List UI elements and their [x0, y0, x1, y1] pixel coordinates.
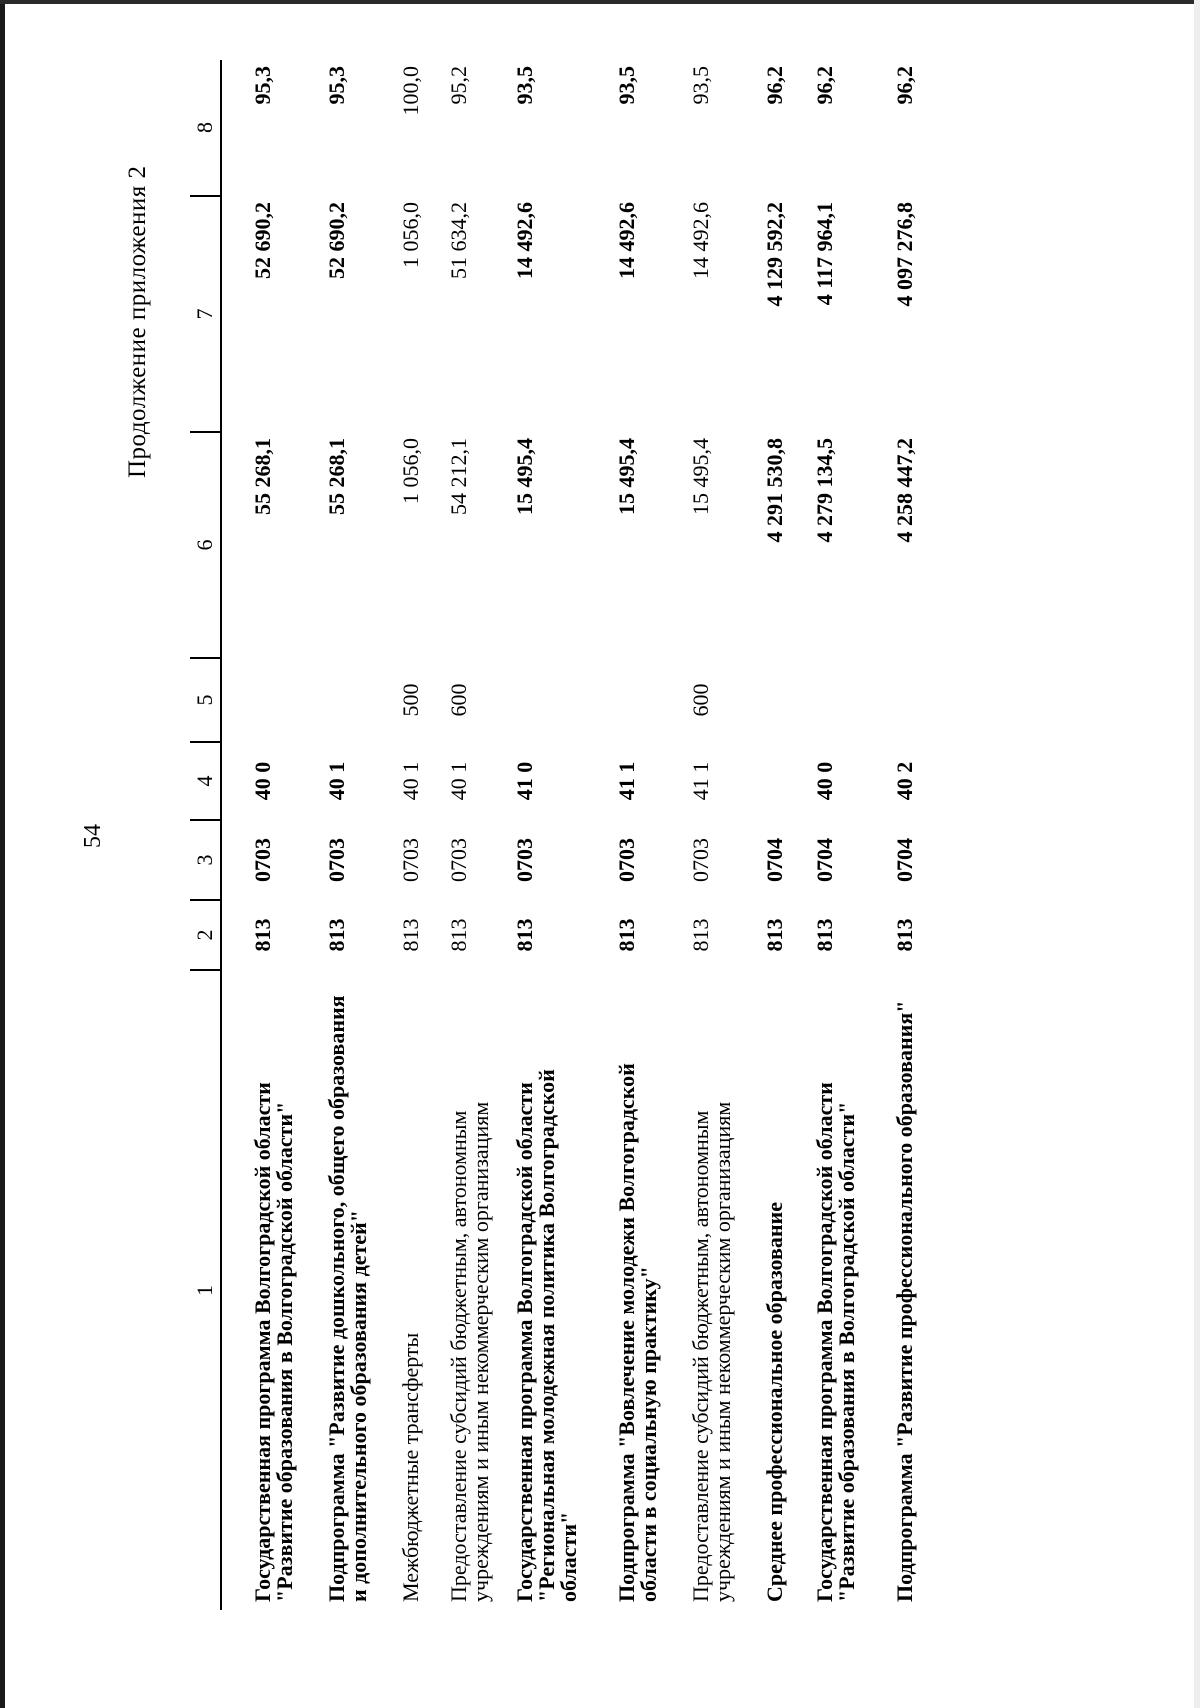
table-row [370, 60, 422, 1610]
cell-col-8: 95,3 [250, 66, 275, 105]
cell-col-4: 40 2 [892, 761, 917, 801]
table-row [858, 60, 916, 1610]
cell-col-6: 15 495,4 [688, 438, 713, 515]
header-col-3: 3 [190, 820, 221, 900]
cell-col-4: 40 0 [250, 761, 275, 801]
cell-col-2: 813 [324, 918, 349, 952]
cell-col-5 [296, 658, 370, 742]
cell-col-8: 95,2 [446, 66, 471, 105]
table-row [580, 60, 660, 1610]
header-col-1: 1 [190, 970, 221, 1610]
table-row [492, 60, 580, 1610]
header-col-7: 7 [190, 196, 221, 432]
row-description: Межбюджетные трансферты [398, 1332, 423, 1602]
cell-col-8: 100,0 [398, 66, 423, 116]
cell-col-8: 96,2 [762, 66, 787, 105]
cell-col-6: 4 291 530,8 [762, 438, 787, 543]
cell-col-3: 0703 [398, 838, 423, 882]
cell-col-4: 41 1 [614, 761, 639, 801]
row-description: Предоставление субсидий бюджетным, автономным учреждениям и иным некоммерческим организациям [446, 1101, 493, 1602]
cell-col-3: 0703 [614, 838, 639, 882]
cell-col-8: 96,2 [812, 66, 837, 105]
cell-col-4: 40 0 [812, 761, 837, 801]
cell-col-8: 93,5 [688, 66, 713, 105]
cell-col-2: 813 [446, 918, 471, 952]
table-row [786, 60, 858, 1610]
cell-col-6: 54 212,1 [446, 438, 471, 515]
cell-col-4: 41 1 [688, 761, 713, 801]
cell-col-8: 95,3 [324, 66, 349, 105]
cell-col-6: 15 495,4 [512, 438, 537, 515]
cell-col-3: 0703 [512, 838, 537, 882]
continuation-title: Продолжение приложения 2 [124, 165, 151, 478]
cell-col-2: 813 [812, 918, 837, 952]
cell-col-7: 4 129 592,2 [762, 202, 787, 307]
header-col-2: 2 [190, 900, 221, 970]
cell-col-3: 0704 [762, 838, 787, 882]
cell-col-4 [734, 742, 786, 820]
cell-col-3: 0704 [812, 838, 837, 882]
cell-col-6: 15 495,4 [614, 438, 639, 515]
cell-col-2: 813 [614, 918, 639, 952]
row-description: Подпрограмма "Развитие дошкольного, общего образования и дополнительного образования детей" [324, 995, 371, 1602]
cell-col-5: 500 [398, 683, 423, 717]
cell-col-6: 1 056,0 [398, 438, 423, 504]
cell-col-5 [580, 658, 660, 742]
cell-col-8: 93,5 [512, 66, 537, 105]
row-description: Подпрограмма "Вовлечение молодежи Волгоградской области в социальную практику" [614, 1063, 661, 1602]
cell-col-3: 0704 [892, 838, 917, 882]
row-description: Государственная программа Волгоградской области "Развитие образования в Волгоградской области" [250, 1082, 297, 1602]
row-description: Среднее профессиональное образование [762, 1202, 787, 1602]
cell-col-7: 1 056,0 [398, 202, 423, 268]
cell-col-2: 813 [398, 918, 423, 952]
row-description: Подпрограмма "Развитие профессионального образования" [892, 1000, 917, 1602]
cell-col-7: 14 492,6 [688, 202, 713, 279]
cell-col-3: 0703 [688, 838, 713, 882]
cell-col-4: 41 0 [512, 761, 537, 801]
cell-col-6: 55 268,1 [324, 438, 349, 515]
header-col-6: 6 [190, 432, 221, 658]
cell-col-6: 55 268,1 [250, 438, 275, 515]
table-row [296, 60, 370, 1610]
budget-table [190, 60, 916, 1610]
page-number: 54 [80, 824, 106, 848]
cell-col-5: 600 [688, 683, 713, 717]
table-row [221, 60, 296, 1610]
cell-col-7: 14 492,6 [512, 202, 537, 279]
cell-col-3: 0703 [250, 838, 275, 882]
cell-col-7: 51 634,2 [446, 202, 471, 279]
table-row [660, 60, 734, 1610]
header-col-8: 8 [190, 60, 221, 196]
cell-col-6: 4 258 447,2 [892, 438, 917, 543]
cell-col-5 [786, 658, 858, 742]
row-description: Государственная программа Волгоградской области "Региональная молодежная политика Волгоградской области" [512, 1069, 581, 1602]
cell-col-8: 96,2 [892, 66, 917, 105]
cell-col-2: 813 [892, 918, 917, 952]
cell-col-4: 40 1 [398, 761, 423, 801]
cell-col-7: 4 097 276,8 [892, 202, 917, 307]
row-description: Государственная программа Волгоградской области "Развитие образования в Волгоградской области" [812, 1082, 859, 1602]
cell-col-2: 813 [250, 918, 275, 952]
header-col-4: 4 [190, 742, 221, 820]
cell-col-8: 93,5 [614, 66, 639, 105]
row-description: Предоставление субсидий бюджетным, автономным учреждениям и иным некоммерческим организациям [688, 1101, 735, 1602]
header-row [190, 60, 221, 1610]
cell-col-7: 14 492,6 [614, 202, 639, 279]
cell-col-7: 4 117 964,1 [812, 202, 837, 306]
cell-col-4: 40 1 [446, 761, 471, 801]
cell-col-7: 52 690,2 [324, 202, 349, 279]
table-row [734, 60, 786, 1610]
cell-col-3: 0703 [446, 838, 471, 882]
table-row [422, 60, 492, 1610]
cell-col-2: 813 [512, 918, 537, 952]
cell-col-5 [492, 658, 580, 742]
cell-col-5 [734, 658, 786, 742]
cell-col-4: 40 1 [324, 761, 349, 801]
cell-col-5 [858, 658, 916, 742]
header-col-5: 5 [190, 658, 221, 742]
cell-col-5: 600 [446, 683, 471, 717]
cell-col-6: 4 279 134,5 [812, 438, 837, 543]
cell-col-7: 52 690,2 [250, 202, 275, 279]
cell-col-2: 813 [688, 918, 713, 952]
cell-col-3: 0703 [324, 838, 349, 882]
cell-col-5 [221, 658, 296, 742]
cell-col-2: 813 [762, 918, 787, 952]
